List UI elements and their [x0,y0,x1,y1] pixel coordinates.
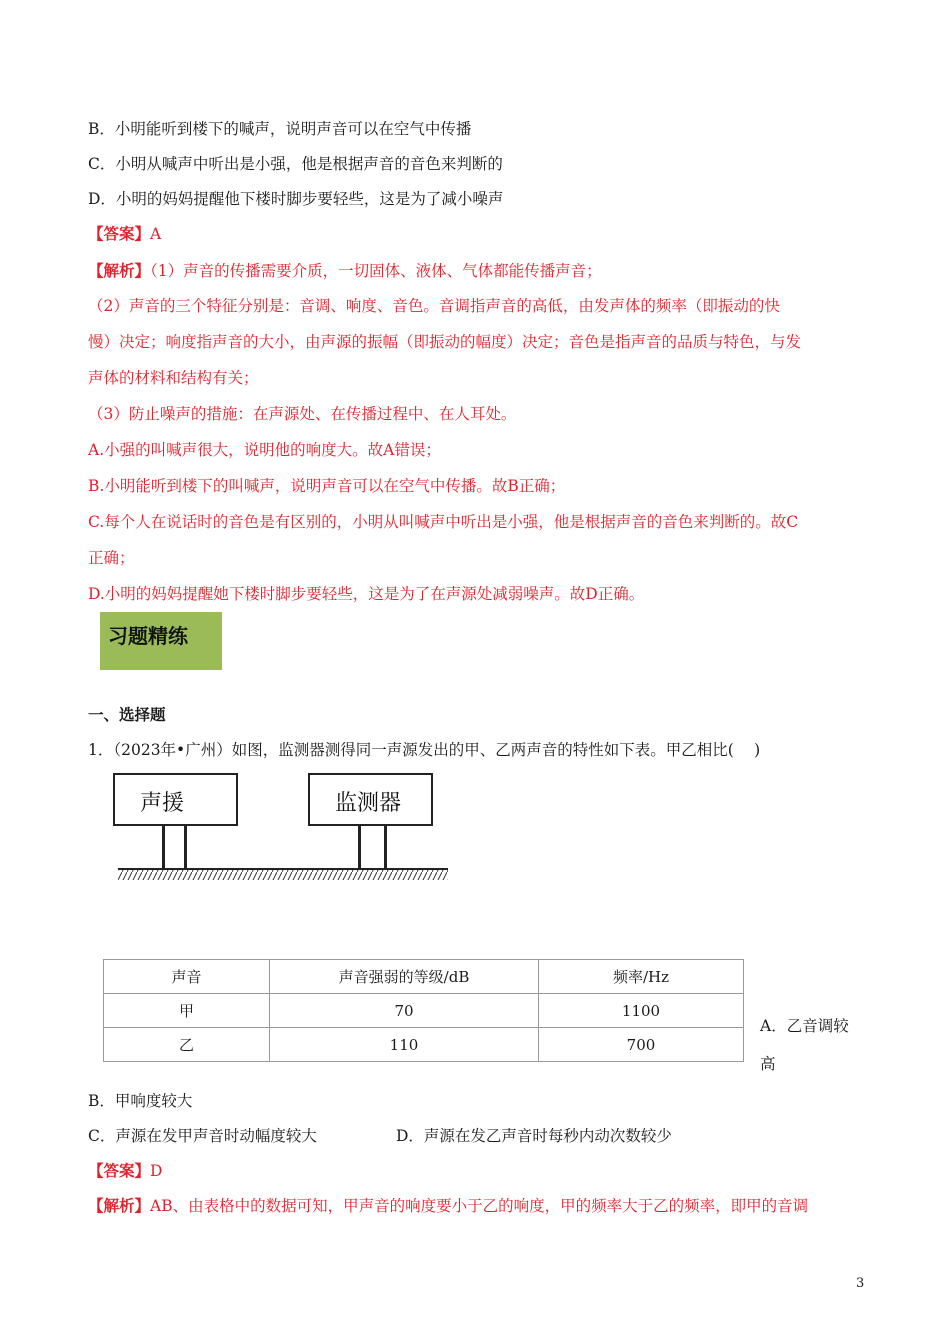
answer-value: A [150,225,162,243]
prev-analysis-line-2: （2）声音的三个特征分别是：音调、响度、音色。音调指声音的高低，由发声体的频率（即振动的快 [88,297,780,315]
table-header: 声音强弱的等级/dB [270,960,539,994]
prev-analysis-line-4: 声体的材料和结构有关； [88,369,259,387]
source-label: 声援 [140,791,185,816]
prev-analysis-line-3: 慢）决定；响度指声音的大小，由声源的振幅（即振动的幅度）决定；音色是指声音的品质与特色，与发 [88,333,802,351]
table-header: 频率/Hz [539,960,744,994]
prev-analysis-line-7: B.小明能听到楼下的叫喊声，说明声音可以在空气中传播。故B正确； [88,477,566,495]
prev-analysis-line-10: D.小明的妈妈提醒她下楼时脚步要轻些，这是为了在声源处减弱噪声。故D正确。 [88,585,645,603]
table-cell: 1100 [539,994,744,1028]
answer-value: D [150,1162,163,1180]
table-cell: 110 [270,1028,539,1062]
prev-analysis-line-8: C.每个人在说话时的音色是有区别的，小明从叫喊声中听出是小强，他是根据声音的音色来判断的。故C [88,513,799,531]
analysis-text: AB、由表格中的数据可知，甲声音的响度要小于乙的响度，甲的频率大于乙的频率，即甲的音调 [150,1197,809,1215]
monitor-sign [309,774,432,869]
question-stem: 1．（2023年•广州）如图，监测器测得同一声源发出的甲、乙两声音的特性如下表。甲乙相比( ) [88,741,761,759]
prev-option-b: B．小明能听到楼下的喊声，说明声音可以在空气中传播 [88,120,472,138]
option-c: C．声源在发甲声音时动幅度较大 [88,1127,317,1145]
source-sign [114,774,237,869]
section-title-box [100,612,222,670]
monitor-label: 监测器 [335,791,402,816]
option-a-part1: A．乙音调较 [760,1017,849,1035]
option-d: D．声源在发乙声音时每秒内动次数较少 [396,1127,672,1145]
option-a-part2: 高 [760,1055,776,1073]
table-cell: 乙 [104,1028,270,1062]
table-cell: 70 [270,994,539,1028]
prev-answer [88,222,161,244]
table-row [104,994,744,1028]
prev-analysis-line-6: A.小强的叫喊声很大，说明他的响度大。故A错误； [88,441,441,459]
answer [88,1159,162,1181]
analysis-label: 【解析】 [88,1196,151,1215]
analysis-label: 【解析】 [88,261,151,280]
table-header: 声音 [104,960,270,994]
prev-option-c: C．小明从喊声中听出是小强，他是根据声音的音色来判断的 [88,155,503,173]
table-cell: 700 [539,1028,744,1062]
prev-analysis-line-5: （3）防止噪声的措施：在声源处、在传播过程中、在人耳处。 [88,405,517,423]
sound-characteristics-table [103,959,744,1062]
part-heading: 一、选择题 [88,705,166,724]
prev-analysis-line-9: 正确； [88,549,135,567]
ground [118,869,448,880]
page-number: 3 [856,1276,865,1291]
table-row [104,1028,744,1062]
answer-label: 【答案】 [88,1161,151,1180]
prev-analysis-line-1: 【解析】（1）声音的传播需要介质，一切固体、液体、气体都能传播声音； [88,261,602,280]
table-cell: 甲 [104,994,270,1028]
sound-monitor-diagram [112,772,454,888]
prev-option-d: D．小明的妈妈提醒他下楼时脚步要轻些，这是为了减小噪声 [88,190,504,208]
option-b: B．甲响度较大 [88,1092,193,1110]
answer-label: 【答案】 [88,224,151,243]
analysis [88,1194,808,1216]
table-header-row [104,960,744,994]
section-title: 习题精练 [108,624,188,648]
